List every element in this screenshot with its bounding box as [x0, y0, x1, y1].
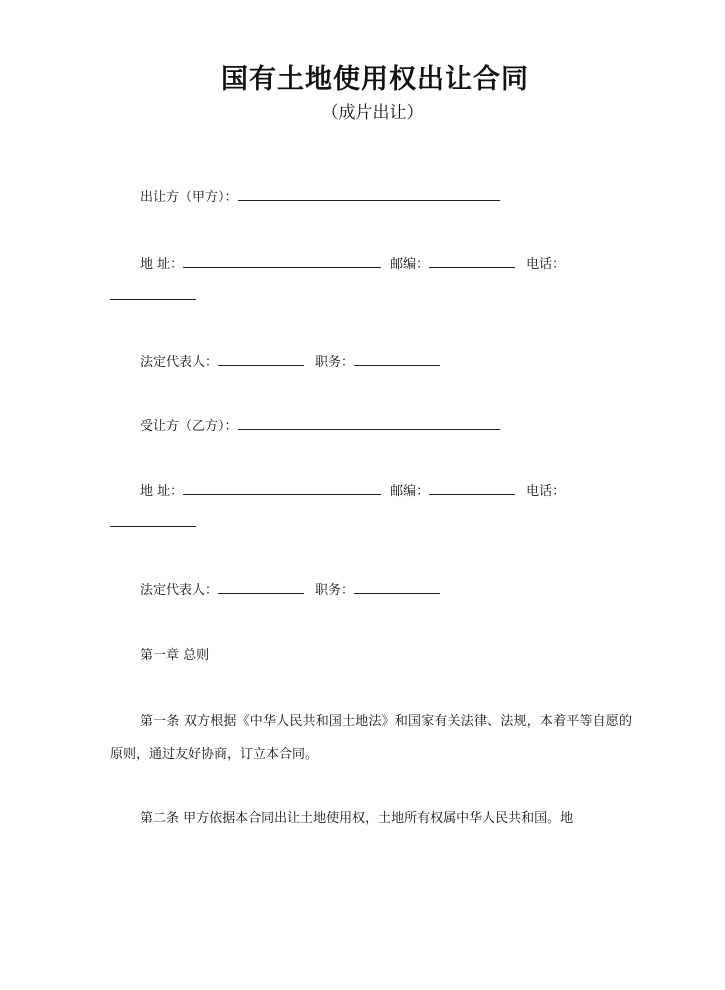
party-b-address-line: [140, 482, 565, 501]
party-a-postcode-label: 邮编：: [390, 257, 430, 272]
party-a-postcode-blank: [429, 255, 515, 268]
article-1: 第一条 双方根据《中华人民共和国土地法》和国家有关法律、法规，本着平等自愿的原则，通过友好协商，订立本合同。: [110, 714, 632, 762]
party-b-line: [140, 417, 500, 436]
party-b-representative-label: 法定代表人：: [140, 583, 219, 598]
party-b-phone-label: 电话：: [526, 484, 566, 499]
party-b-label: 受让方（乙方）：: [140, 419, 238, 434]
party-a-address-line: [140, 255, 565, 274]
party-a-position-label: 职务：: [315, 355, 355, 370]
party-a-line: [140, 188, 500, 207]
party-a-label: 出让方（甲方）：: [140, 190, 238, 205]
party-b-representative-blank: [218, 581, 304, 594]
party-b-representative-line: [140, 581, 440, 600]
party-b-address-blank: [183, 482, 381, 495]
party-a-representative-blank: [218, 353, 304, 366]
party-a-representative-line: [140, 353, 440, 372]
party-b-address-label: 地 址：: [140, 484, 184, 499]
article-2: 第二条 甲方依据本合同出让土地使用权，土地所有权属中华人民共和国。地: [140, 811, 574, 826]
party-b-postcode-blank: [429, 482, 515, 495]
chapter-heading: 第一章 总则: [140, 648, 210, 663]
party-b-position-label: 职务：: [315, 583, 355, 598]
party-a-address-blank: [183, 255, 381, 268]
party-b-phone-blank: [110, 514, 196, 527]
document-subtitle: （成片出让）: [321, 103, 424, 123]
party-a-phone-continued: [110, 287, 196, 306]
document-title: 国有土地使用权出让合同: [221, 64, 529, 95]
party-a-position-blank: [354, 353, 440, 366]
party-a-phone-label: 电话：: [526, 257, 566, 272]
party-b-position-blank: [354, 581, 440, 594]
party-a-representative-label: 法定代表人：: [140, 355, 219, 370]
party-a-name-blank: [238, 188, 500, 201]
party-b-name-blank: [238, 417, 500, 430]
party-b-postcode-label: 邮编：: [390, 484, 430, 499]
party-b-phone-continued: [110, 514, 196, 533]
party-a-phone-blank: [110, 287, 196, 300]
party-a-address-label: 地 址：: [140, 257, 184, 272]
